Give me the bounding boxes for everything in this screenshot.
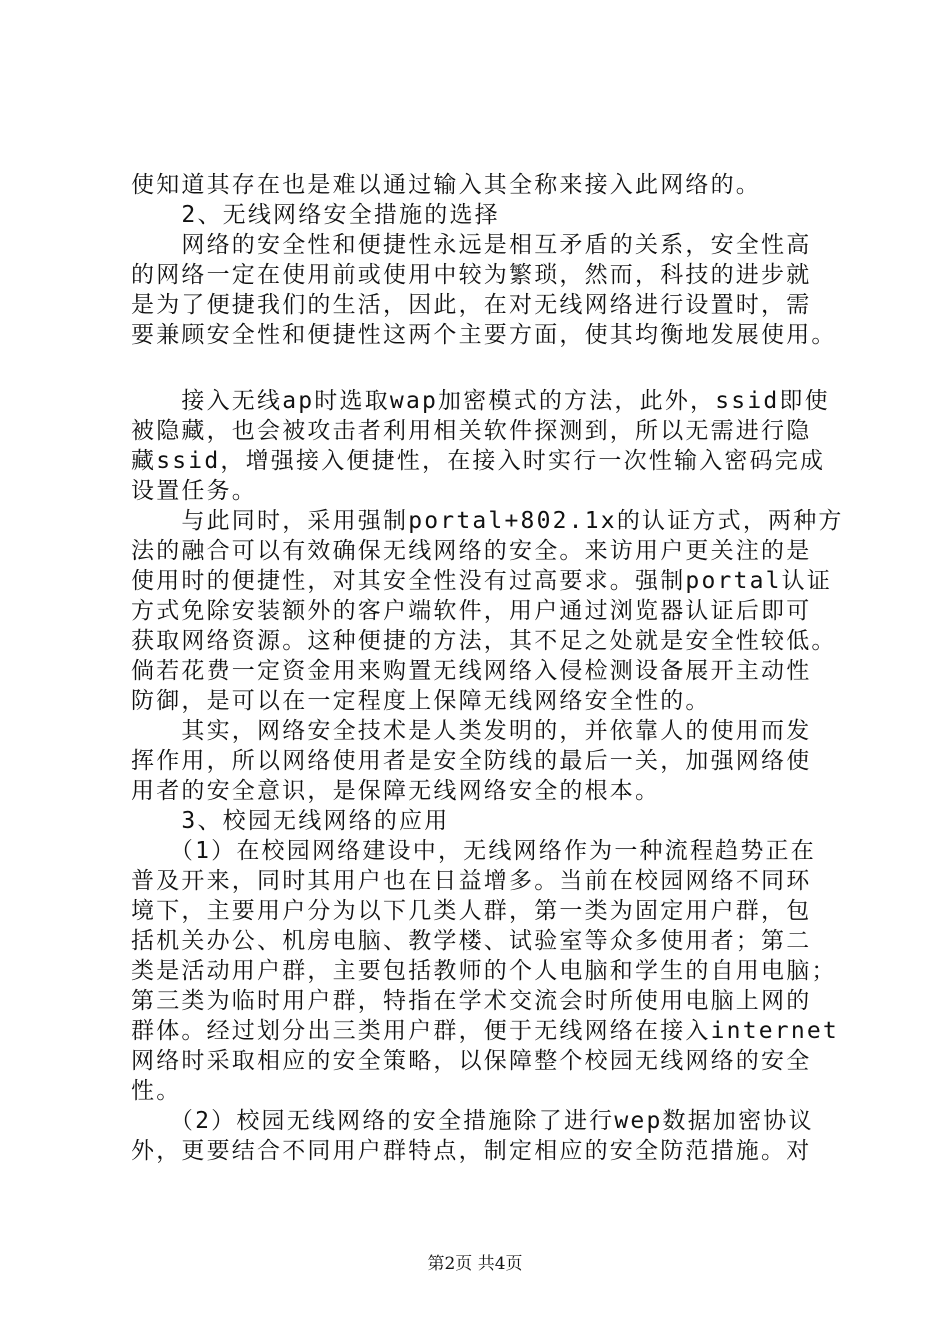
section-heading: 2、无线网络安全措施的选择	[131, 202, 500, 228]
text-line: 获取网络资源。这种便捷的方法，其不足之处就是安全性较低。	[131, 628, 837, 654]
text-line: 网络时采取相应的安全策略，以保障整个校园无线网络的安全	[131, 1048, 812, 1074]
section-heading: 3、校园无线网络的应用	[131, 808, 450, 834]
text-line: 防御，是可以在一定程度上保障无线网络安全性的。	[131, 688, 711, 714]
text-line: 使知道其存在也是难以通过输入其全称来接入此网络的。	[131, 172, 761, 198]
text-line: 方式免除安装额外的客户端软件，用户通过浏览器认证后即可	[131, 598, 812, 624]
text-line: 性。	[131, 1078, 182, 1104]
text-line: 被隐藏，也会被攻击者利用相关软件探测到，所以无需进行隐	[131, 418, 812, 444]
text-line: 是为了便捷我们的生活，因此，在对无线网络进行设置时，需	[131, 292, 812, 318]
page-number-footer: 第2页 共4页	[427, 1254, 523, 1274]
text-line: 法的融合可以有效确保无线网络的安全。来访用户更关注的是	[131, 538, 812, 564]
text-line: 类是活动用户群，主要包括教师的个人电脑和学生的自用电脑；	[131, 958, 837, 984]
text-line: 外，更要结合不同用户群特点，制定相应的安全防范措施。对	[131, 1138, 812, 1164]
text-line: 用者的安全意识，是保障无线网络安全的根本。	[131, 778, 661, 804]
text-line: 使用时的便捷性，对其安全性没有过高要求。强制portal认证	[131, 568, 833, 594]
text-line: 群体。经过划分出三类用户群，便于无线网络在接入internet	[131, 1018, 839, 1044]
text-line: 网络的安全性和便捷性永远是相互矛盾的关系，安全性高	[131, 232, 812, 258]
text-line: 括机关办公、机房电脑、教学楼、试验室等众多使用者；第二	[131, 928, 812, 954]
text-line: （1）在校园网络建设中，无线网络作为一种流程趋势正在	[131, 838, 816, 864]
text-line: 与此同时，采用强制portal+802.1x的认证方式，两种方	[131, 508, 844, 534]
text-line: 要兼顾安全性和便捷性这两个主要方面，使其均衡地发展使用。	[131, 322, 837, 348]
body-text	[131, 170, 844, 1166]
text-line: 倘若花费一定资金用来购置无线网络入侵检测设备展开主动性	[131, 658, 812, 684]
text-line: 的网络一定在使用前或使用中较为繁琐，然而，科技的进步就	[131, 262, 812, 288]
text-line: 其实，网络安全技术是人类发明的，并依靠人的使用而发	[131, 718, 812, 744]
text-line: 设置任务。	[131, 478, 257, 504]
text-line: 挥作用，所以网络使用者是安全防线的最后一关，加强网络使	[131, 748, 812, 774]
text-line: （2）校园无线网络的安全措施除了进行wep数据加密协议	[131, 1108, 814, 1134]
text-line: 藏ssid，增强接入便捷性，在接入时实行一次性输入密码完成	[131, 448, 826, 474]
paragraph-gap	[131, 350, 831, 386]
text-line: 普及开来，同时其用户也在日益增多。当前在校园网络不同环	[131, 868, 812, 894]
text-line: 境下，主要用户分为以下几类人群，第一类为固定用户群，包	[131, 898, 812, 924]
text-line: 第三类为临时用户群，特指在学术交流会时所使用电脑上网的	[131, 988, 812, 1014]
text-line: 接入无线ap时选取wap加密模式的方法，此外，ssid即使	[131, 388, 830, 414]
